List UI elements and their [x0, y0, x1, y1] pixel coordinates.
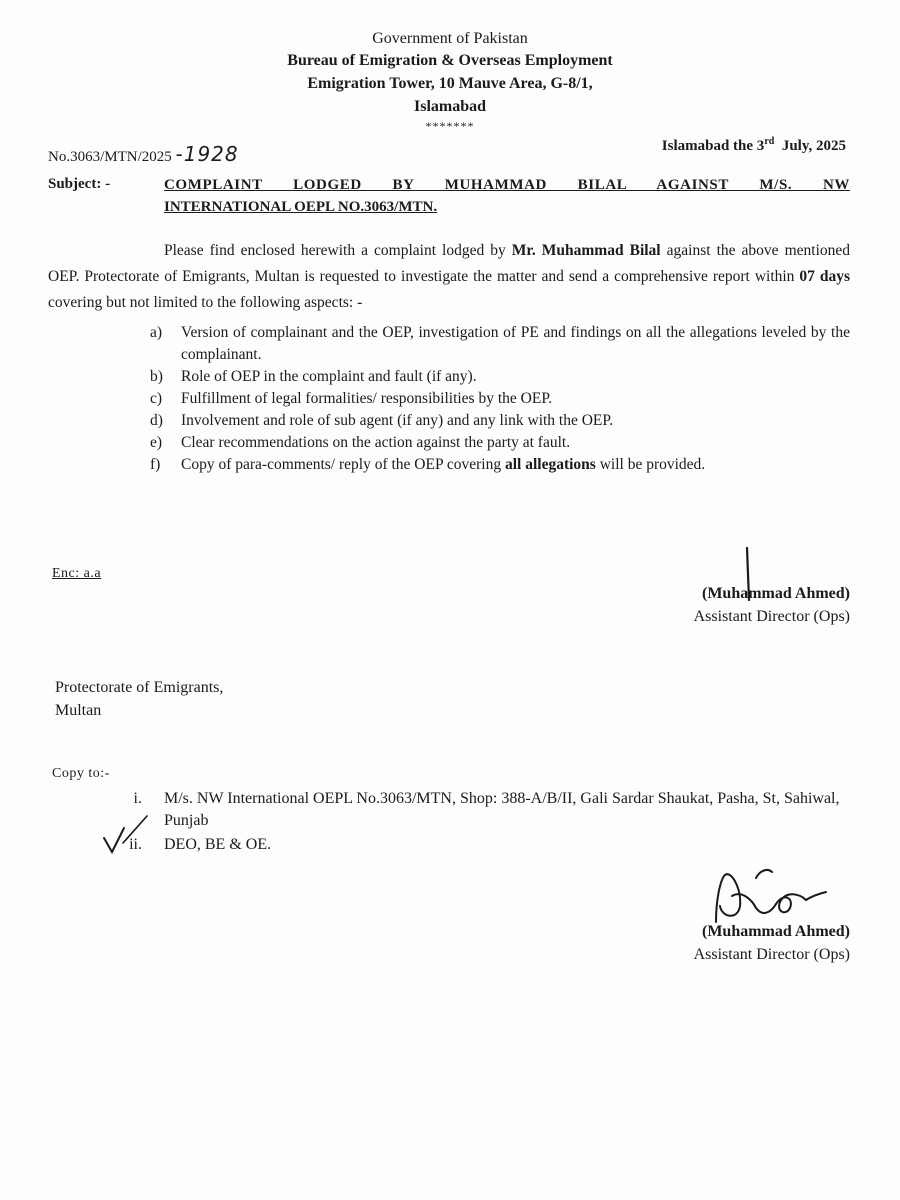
- copy-to-label: Copy to:-: [52, 766, 110, 781]
- signatory-name: (Muhammad Ahmed): [701, 585, 850, 602]
- header-separator: *******: [425, 119, 475, 133]
- header-bureau: Bureau of Emigration & Overseas Employment: [287, 52, 613, 69]
- subject-line-2: INTERNATIONAL OEPL NO.3063/MTN.: [164, 199, 438, 215]
- subject-label: Subject: -: [48, 176, 111, 192]
- list-marker: f): [150, 456, 161, 473]
- addressee-line-1: Protectorate of Emigrants,: [55, 679, 224, 696]
- list-text-bold: all allegations: [504, 456, 596, 473]
- date-rest: July, 2025: [781, 138, 846, 154]
- date-ordinal: rd: [764, 136, 775, 147]
- list-text: Fulfillment of legal formalities/ responsibilities by the OEP.: [181, 390, 553, 407]
- list-text-part: Copy of para-comments/ reply of the OEP covering: [181, 456, 505, 473]
- list-text: Version of complainant and the OEP, investigation of PE and findings on all the allegations leveled by the complainant.: [181, 324, 850, 363]
- header-address: Emigration Tower, 10 Mauve Area, G-8/1,: [307, 75, 593, 92]
- addressee-line-2: Multan: [55, 702, 102, 719]
- list-marker: c): [150, 390, 163, 407]
- copy-to-number: ii.: [129, 836, 142, 853]
- copy-to-text: DEO, BE & OE.: [164, 836, 272, 853]
- copy-to-number: i.: [133, 790, 142, 807]
- subject-line-1: COMPLAINT LODGED BY MUHAMMAD BILAL AGAINST M/S. NW: [164, 177, 850, 193]
- list-marker: d): [150, 412, 163, 429]
- list-marker: e): [150, 434, 163, 451]
- list-text: Involvement and role of sub agent (if any) and any link with the OEP.: [181, 412, 614, 429]
- handwritten-dispatch-number: -1928: [175, 142, 239, 166]
- body-text-1: Please find enclosed herewith a complaint lodged by: [164, 242, 512, 259]
- reference-number: No.3063/MTN/2025: [48, 149, 172, 165]
- list-marker: a): [150, 324, 163, 341]
- enclosure-note: Enc: a.a: [52, 566, 102, 581]
- header-city: Islamabad: [413, 98, 487, 115]
- date-prefix: Islamabad the 3: [661, 138, 765, 154]
- tick-mark-tail: [123, 816, 147, 843]
- body-text-2: against the above mentioned OEP. Protectorate of Emigrants, Multan is requested to investigate the matter and send a comprehensive report within: [48, 242, 851, 285]
- list-text: Role of OEP in the complaint and fault (if any).: [181, 368, 477, 385]
- signature-mark: [716, 870, 826, 922]
- signatory-title: Assistant Director (Ops): [693, 608, 850, 625]
- header-government: Government of Pakistan: [372, 30, 528, 47]
- signatory-name: (Muhammad Ahmed): [701, 923, 850, 940]
- tick-mark: [104, 828, 124, 852]
- list-text: Clear recommendations on the action against the party at fault.: [181, 434, 571, 451]
- report-deadline: 07 days: [799, 268, 850, 285]
- signatory-title: Assistant Director (Ops): [693, 946, 850, 963]
- list-marker: b): [150, 368, 163, 385]
- copy-to-text: M/s. NW International OEPL No.3063/MTN, Shop: 388-A/B/II, Gali Sardar Shaukat, Pasha, St, Sahiwal, Punjab: [164, 790, 840, 829]
- complainant-name: Mr. Muhammad Bilal: [511, 242, 661, 259]
- initial-stroke-mark: [747, 548, 749, 600]
- body-text-3: covering but not limited to the following aspects: -: [48, 294, 363, 311]
- list-text-part: will be provided.: [595, 456, 706, 473]
